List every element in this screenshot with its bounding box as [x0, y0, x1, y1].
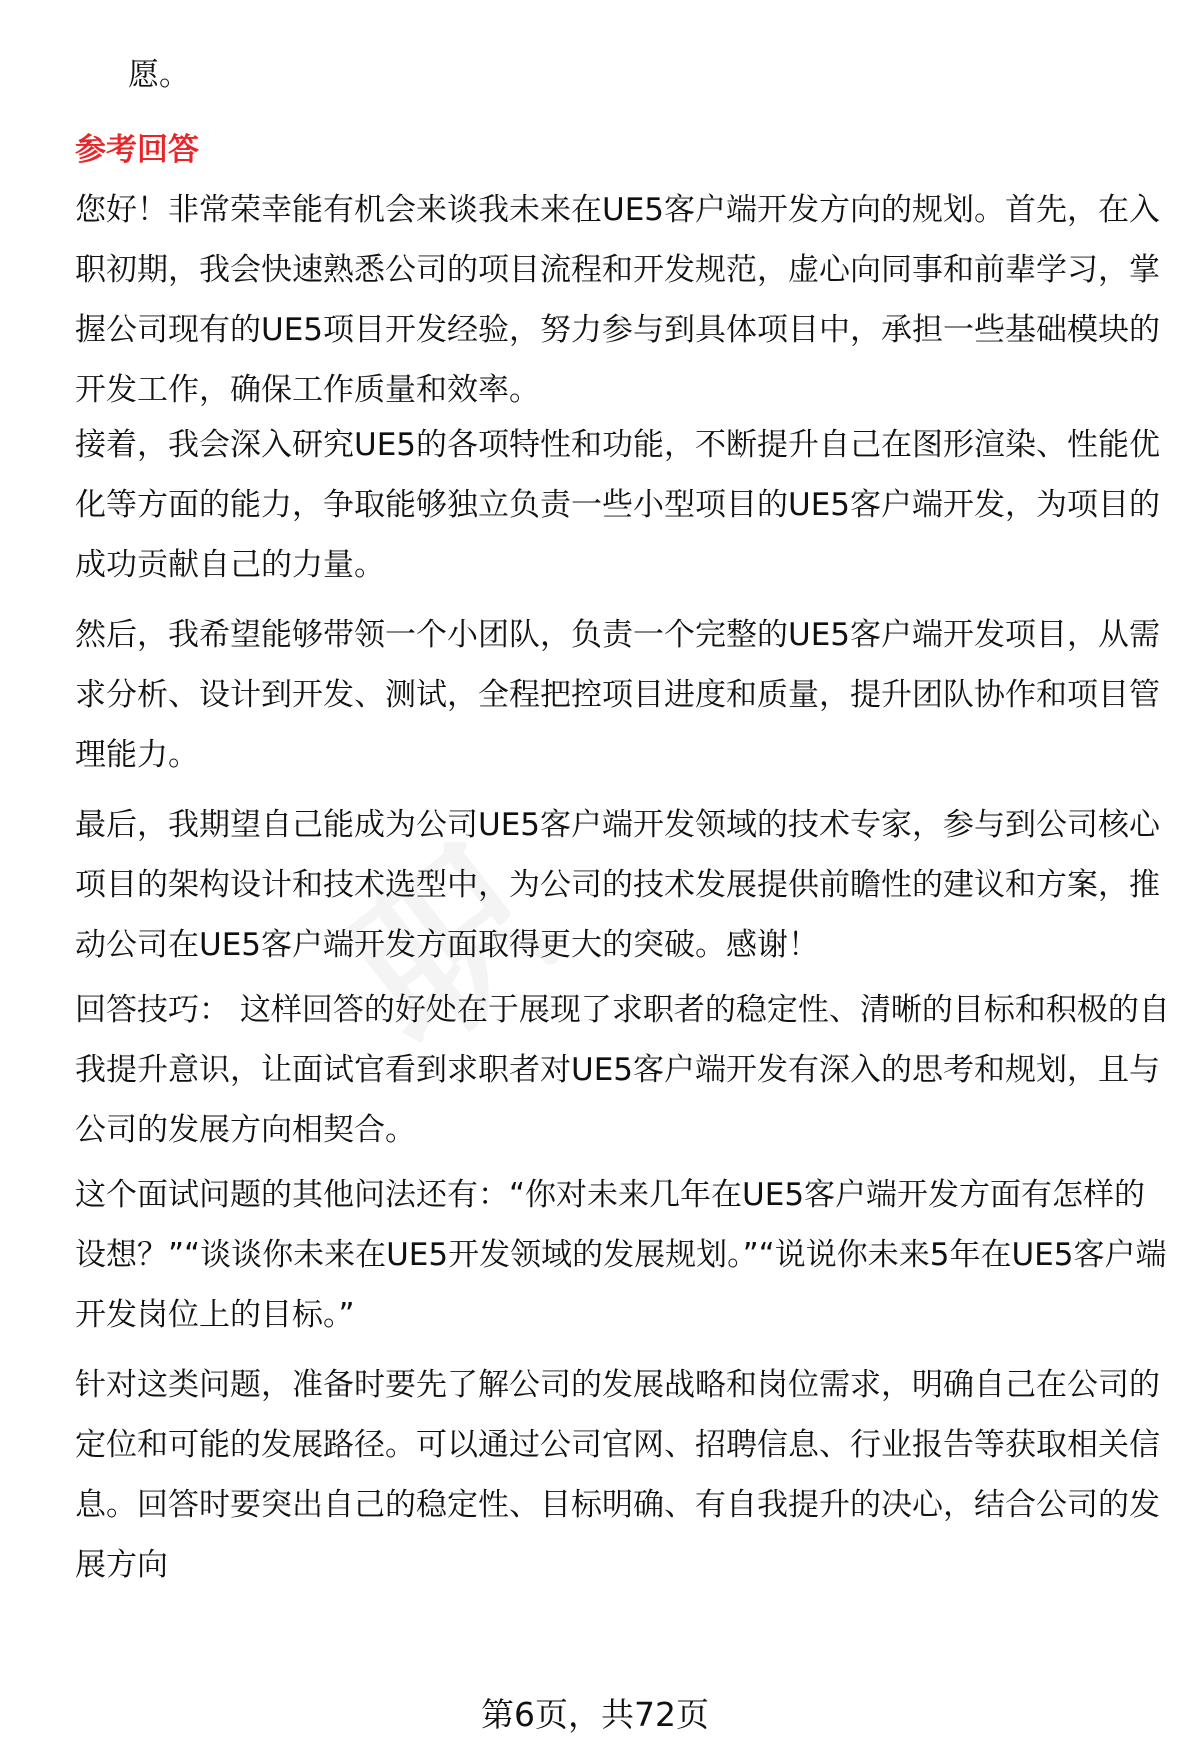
- paragraph-7: 针对这类问题，准备时要先了解公司的发展战略和岗位需求，明确自己在公司的定位和可能的发展路径。可以通过公司官网、招聘信息、行业报告等获取相关信息。回答时要突出自己的稳定性、目标明确、有自我提升的决心，结合公司的发展方向: [75, 1367, 1160, 1583]
- paragraph-1: 您好！非常荣幸能有机会来谈我未来在UE5客户端开发方向的规划。首先，在入职初期，我会快速熟悉公司的项目流程和开发规范，虚心向同事和前辈学习，掌握公司现有的UE5项目开发经验，努力参与到具体项目中，承担一些基础模块的开发工作，确保工作质量和效率。: [75, 192, 1160, 408]
- paragraph-5: 回答技巧： 这样回答的好处在于展现了求职者的稳定性、清晰的目标和积极的自我提升意识，让面试官看到求职者对UE5客户端开发有深入的思考和规划，且与公司的发展方向相契合。: [75, 992, 1170, 1148]
- paragraph-2: 接着，我会深入研究UE5的各项特性和功能，不断提升自己在图形渲染、性能优化等方面的能力，争取能够独立负责一些小型项目的UE5客户端开发，为项目的成功贡献自己的力量。: [75, 427, 1160, 583]
- page-number-footer: 第6页，共72页: [481, 1695, 709, 1734]
- paragraph-6: 这个面试问题的其他问法还有：“你对未来几年在UE5客户端开发方面有怎样的设想？”“谈谈你未来在UE5开发领域的发展规划。”“说说你未来5年在UE5客户端开发岗位上的目标。”: [75, 1177, 1167, 1333]
- continuation-text: 愿。: [128, 57, 190, 93]
- paragraph-3: 然后，我希望能够带领一个小团队，负责一个完整的UE5客户端开发项目，从需求分析、设计到开发、测试，全程把控项目进度和质量，提升团队协作和项目管理能力。: [75, 617, 1160, 773]
- paragraph-4: 最后，我期望自己能成为公司UE5客户端开发领域的技术专家，参与到公司核心项目的架构设计和技术选型中，为公司的技术发展提供前瞻性的建议和方案，推动公司在UE5客户端开发方面取得更大的突破。感谢！: [75, 807, 1160, 963]
- section-heading: 参考回答: [75, 132, 199, 168]
